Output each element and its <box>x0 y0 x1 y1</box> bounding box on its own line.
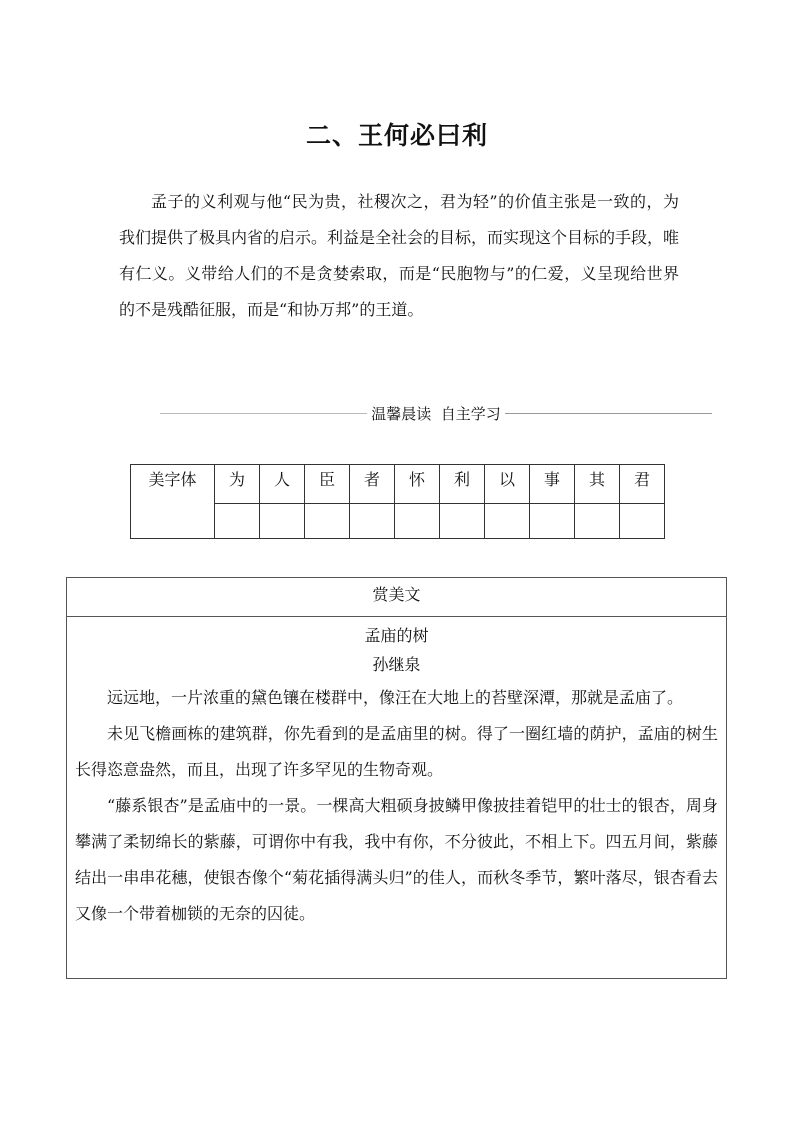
article-paragraph: “藤系银杏”是孟庙中的一景。一棵高大粗硕身披鳞甲像披挂着铠甲的壮士的银杏，周身攀满了柔韧绵长的紫藤，可谓你中有我，我中有你，不分彼此，不相上下。四五月间，紫藤结出一串串花穗，使银杏像个“菊花插得满头归”的佳人，而秋冬季节，繁叶落尽，银杏看去又像一个带着枷锁的无奈的囚徒。 <box>75 796 718 923</box>
article-paragraph: 未见飞檐画栋的建筑群，你先看到的是孟庙里的树。得了一圈红墙的荫护，孟庙的树生长得恣意盎然，而且，出现了许多罕见的生物奇观。 <box>75 724 718 779</box>
article-paragraph: 远远地，一片浓重的黛色镶在楼群中，像汪在大地上的苔壁深潭，那就是孟庙了。 <box>107 688 684 707</box>
practice-blank-cell[interactable] <box>395 504 440 539</box>
divider-line-right <box>505 413 712 414</box>
practice-header: 美字体 <box>131 465 215 539</box>
practice-blank-cell[interactable] <box>215 504 260 539</box>
practice-char: 臣 <box>305 465 350 504</box>
reading-box <box>66 577 727 979</box>
practice-char: 其 <box>575 465 620 504</box>
practice-blank-cell[interactable] <box>485 504 530 539</box>
practice-char: 者 <box>350 465 395 504</box>
page-title: 二、王何必曰利 <box>305 121 488 150</box>
section-divider <box>160 402 712 424</box>
practice-char: 怀 <box>395 465 440 504</box>
practice-char: 为 <box>215 465 260 504</box>
practice-char: 以 <box>485 465 530 504</box>
practice-blank-cell[interactable] <box>305 504 350 539</box>
intro-paragraph: 孟子的义利观与他“民为贵，社稷次之，君为轻”的价值主张是一致的，为我们提供了极具内省的启示。利益是全社会的目标，而实现这个目标的手段，唯有仁义。义带给人们的不是贪婪索取，而是“民胞物与”的仁爱，义呈现给世界的不是残酷征服，而是“和协万邦”的王道。 <box>119 192 680 319</box>
calligraphy-practice-table <box>130 464 665 539</box>
practice-blank-cell[interactable] <box>620 504 665 539</box>
practice-blank-cell[interactable] <box>575 504 620 539</box>
article-title: 孟庙的树 <box>364 626 429 645</box>
practice-char: 人 <box>260 465 305 504</box>
practice-char: 利 <box>440 465 485 504</box>
practice-blank-cell[interactable] <box>440 504 485 539</box>
article-body <box>67 680 726 932</box>
practice-char: 君 <box>620 465 665 504</box>
practice-char: 事 <box>530 465 575 504</box>
reading-box-title: 赏美文 <box>67 578 726 617</box>
section-label: 温馨晨读 自主学习 <box>371 404 501 423</box>
practice-blank-cell[interactable] <box>350 504 395 539</box>
article-author: 孙继泉 <box>372 655 421 674</box>
practice-blank-cell[interactable] <box>530 504 575 539</box>
divider-line-left <box>160 413 367 414</box>
intro-passage <box>119 184 679 328</box>
practice-blank-cell[interactable] <box>260 504 305 539</box>
